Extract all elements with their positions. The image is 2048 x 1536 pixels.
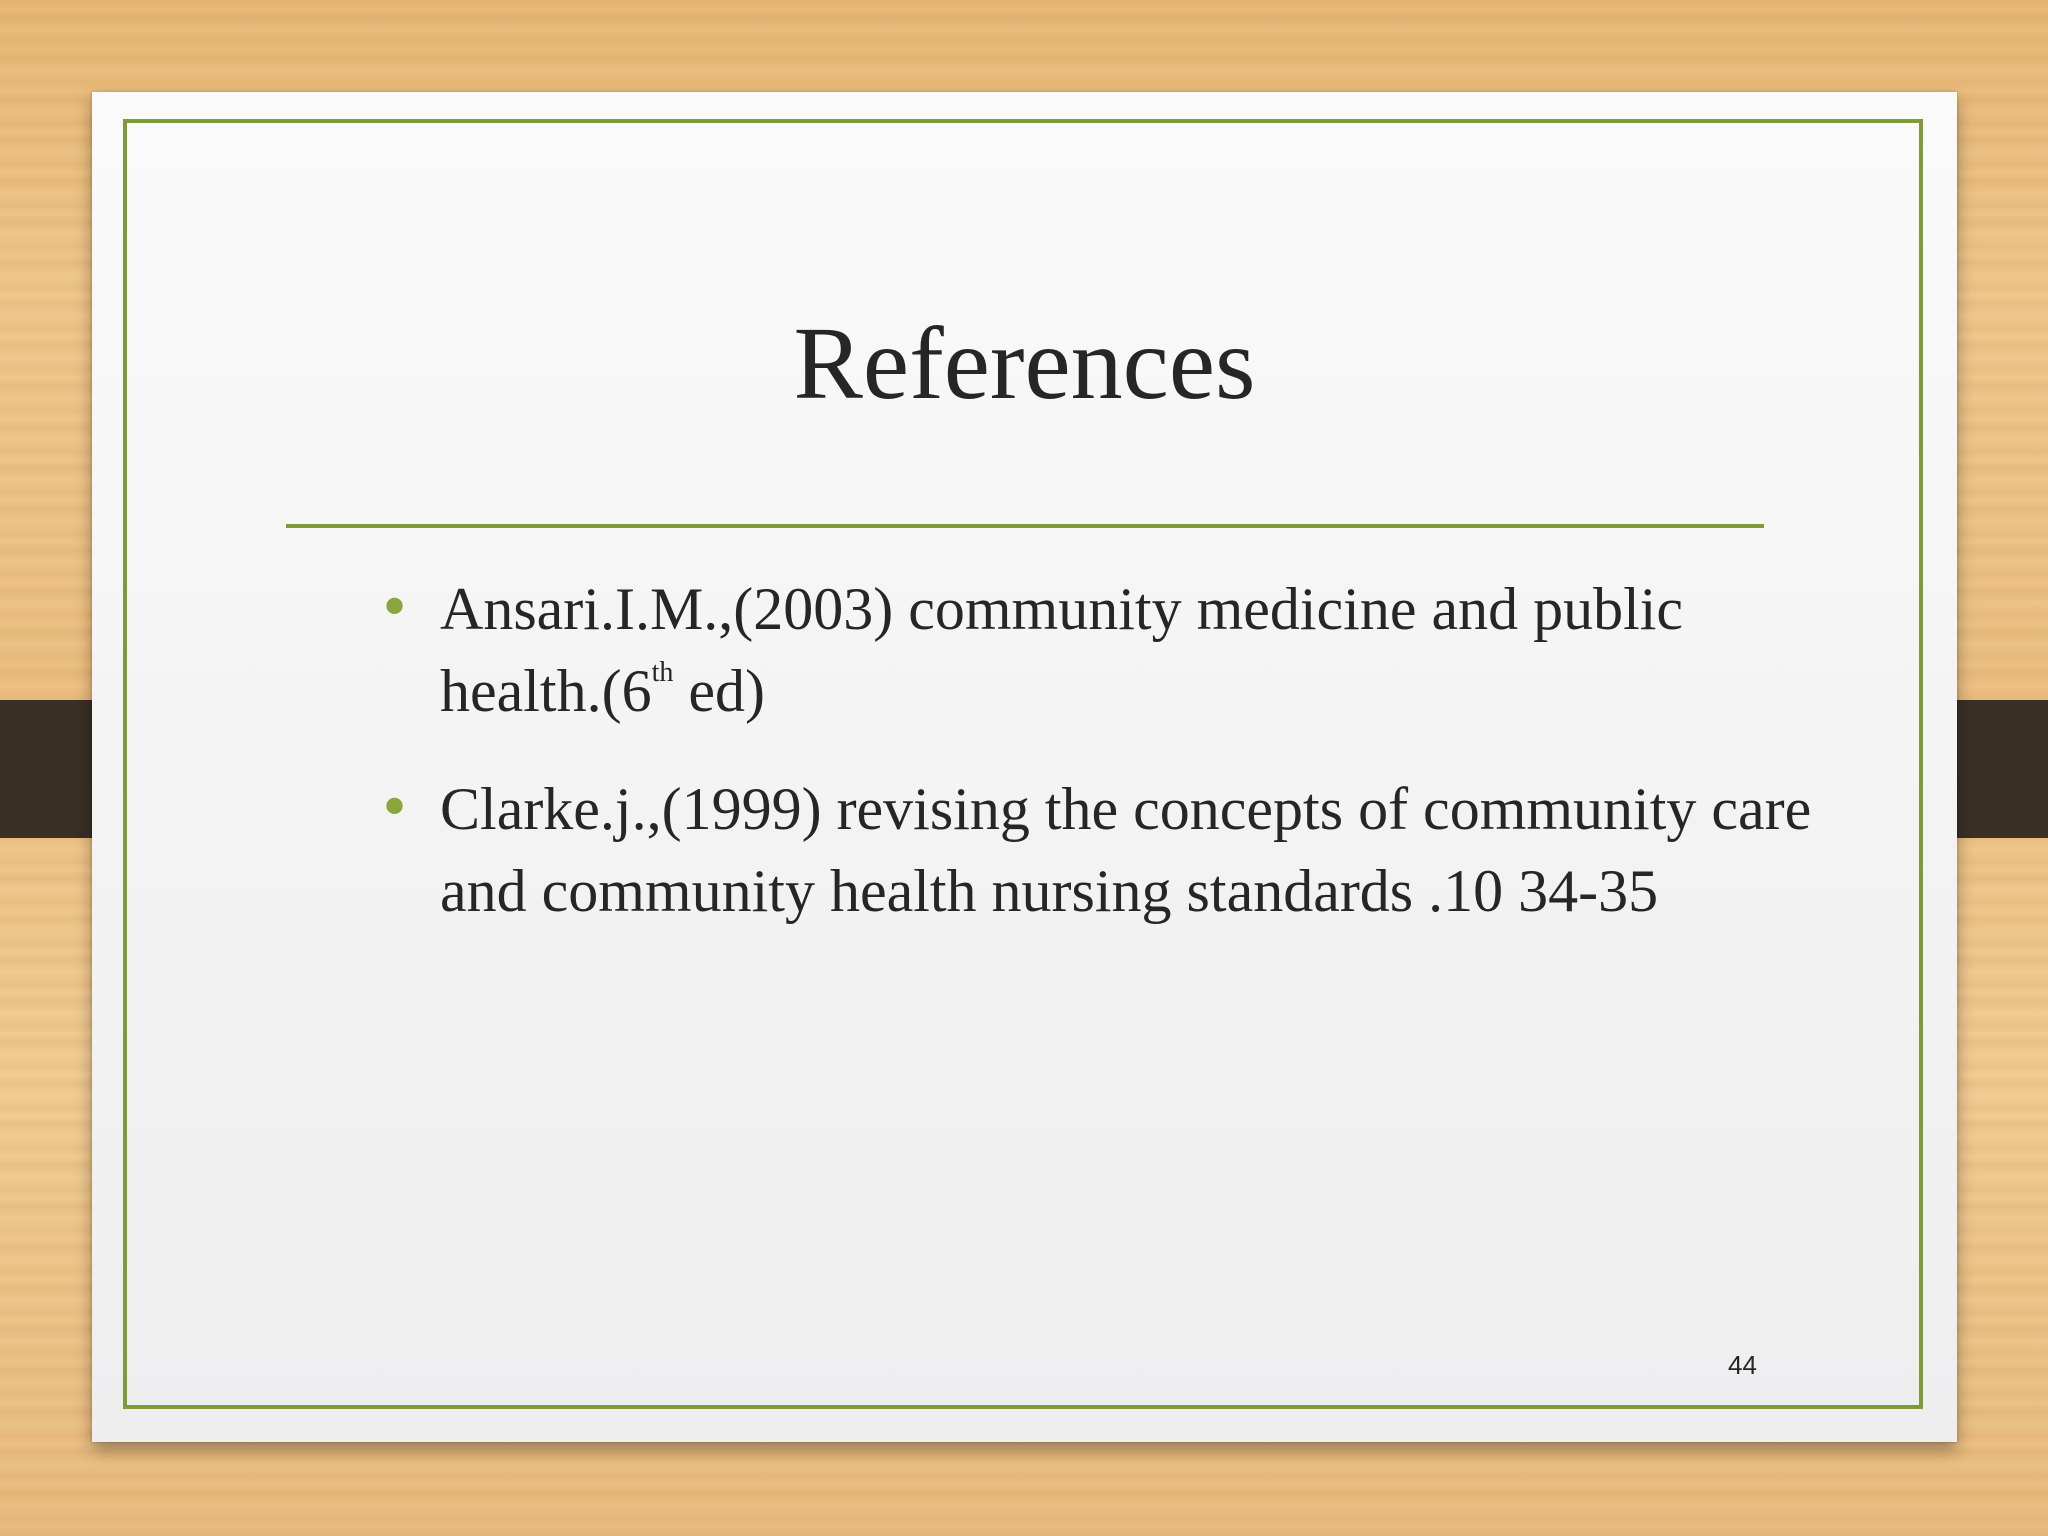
- slide-title: References: [793, 306, 1256, 421]
- title-divider: [286, 524, 1764, 528]
- slide: [92, 92, 1957, 1442]
- reference-text-end: ed): [673, 658, 765, 724]
- bullet-icon: •: [378, 576, 412, 641]
- reference-item: [352, 768, 1852, 932]
- bullet-icon: •: [378, 776, 412, 841]
- reference-text: Clarke.j.,(1999) revising the concepts of community care and community health nursing standards .10 34-35: [440, 776, 1812, 924]
- page-number: 44: [1728, 1350, 1757, 1380]
- reference-text: Ansari.I.M.,(2003) community medicine and public health.(6: [440, 576, 1684, 724]
- reference-list: [352, 568, 1852, 968]
- reference-item: [352, 568, 1852, 732]
- superscript: th: [651, 657, 674, 688]
